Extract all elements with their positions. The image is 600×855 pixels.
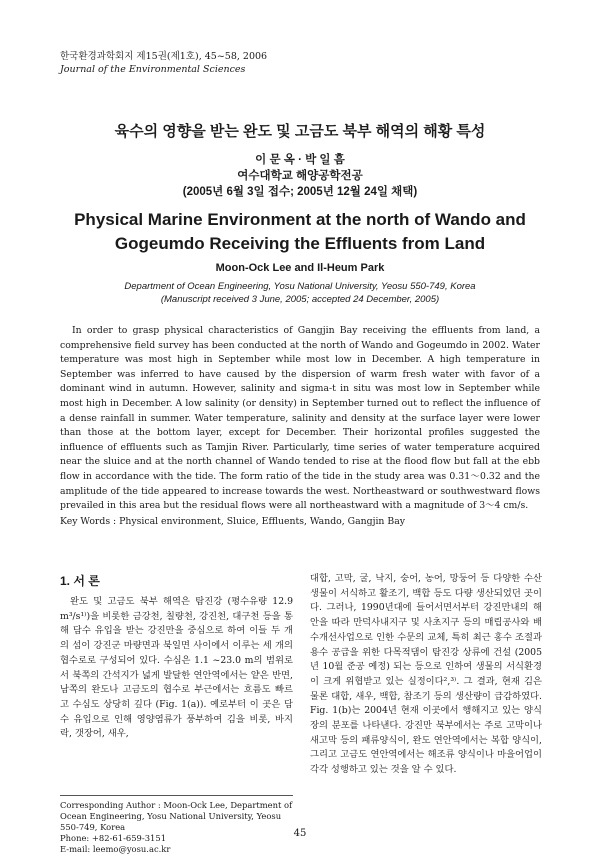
section-heading-introduction: 1. 서 론 [60, 574, 100, 588]
authors-ko: 이 문 옥 · 박 일 흠 [255, 154, 345, 166]
journal-citation-ko: 한국환경과학회지 제15권(제1호), 45~58, 2006 [60, 51, 268, 62]
journal-header [60, 50, 267, 76]
received-date-en: (Manuscript received 3 June, 2005; accepted 24 December, 2005) [160, 294, 440, 305]
author-block-ko [0, 152, 600, 200]
authors-en: Moon-Ock Lee and Il-Heum Park [215, 262, 385, 274]
corresponding-email: E-mail: leemo@yosu.ac.kr [60, 844, 171, 854]
author-info-en [0, 280, 600, 306]
abstract: In order to grasp physical characteristics of Gangjin Bay receiving the effluents from land, a comprehensive field survey has been conducted at the north of Wando and Gogeumdo in 2002. Water temperature was most high in September while most low in December. A high temperature in September was inferred to have caused by the dispersion of warm fresh water with favor of a dominant wind in autumn. However, salinity and sigma-t in situ was most low in September while most high in December. A low salinity (or density) in September turned out to reflect the influence of a dense rainfall in summer. Water temperature, salinity and density at the surface layer were lower than those at the bottom layer, except for December. Their horizontal profiles suggested the influence of effluents such as Tamjin River. Particularly, time series of water temperature acquired near the sluice and at the north channel of Wando tended to rise at the flood flow but fall at the ebb flow in accordance with the tide. The form ratio of the tide in the study area was 0.31～0.32 and the amplitude of the tide appeared to increase towards the west. Northeastward or southwestward flows prevailed in this area but the residual flows were all northeastward with a magnitude of 3～4 cm/s. [60, 325, 540, 512]
body-text-left: 완도 및 고금도 북부 해역은 탐진강 (평수유량 12.9 m³/s¹⁾)을 비롯한 금강천, 칠량천, 강진천, 대구천 등을 통해 담수 유입을 받는 강진만을 중심으로 하여 이들 두 개의 섬이 강진군 마량면과 북일면 사이에서 이루는 세 개의 협수로로 구성되어 있다. 수심은 1.1 ~23.0 m의 범위로서 북쪽의 간석지가 넓게 발달한 연안역에서는 얕은 반면, 남쪽의 완도나 고금도의 협수로 부근에서는 흐름도 빠르고 수심도 상당히 깊다 (Fig. 1(a)). 예로부터 이 곳은 담수 유입으로 인해 영양염류가 풍부하여 김을 비롯, 바지락, 갯장어, 새우, [60, 596, 293, 740]
received-date-ko: (2005년 6월 3일 접수; 2005년 12월 24일 채택) [182, 186, 418, 198]
corresponding-author: Corresponding Author : Moon-Ock Lee, Department of Ocean Engineering, Yosu National University, Yeosu 550-749, Korea [60, 800, 293, 832]
keywords: Key Words : Physical environment, Sluice, Effluents, Wando, Gangjin Bay [60, 516, 406, 527]
left-column [60, 572, 293, 742]
page-number: 45 [293, 828, 307, 839]
affiliation-en: Department of Ocean Engineering, Yosu National University, Yeosu 550-749, Korea [124, 281, 476, 292]
paper-title-ko: 육수의 영향을 받는 완도 및 고금도 북부 해역의 해황 특성 [114, 123, 486, 140]
journal-name-en: Journal of the Environmental Sciences [60, 64, 246, 75]
body-text-right: 대합, 고막, 굴, 낙지, 숭어, 농어, 망둥어 등 다양한 수산생물이 서식하고 활조기, 백합 등도 다량 생산되었던 곳이다. 그러나, 1990년대에 들어서면서부터 강진만내의 해안을 따라 만덕사내지구 및 사초지구 등의 매립공사와 배수개선사업으로 인한 수문의 교체, 특히 최근 홍수 조절과 용수 공급을 위한 다목적댐이 탐진강 상류에 건설 (2005년 10월 준공 예정) 되는 등으로 인하여 생물의 서식환경이 크게 위협받고 있는 실정이다²,³⁾. 그 결과, 현재 김은 물론 대합, 새우, 백합, 참조기 등의 생산량이 급감하였다. Fig. 1(b)는 2004년 현재 이곳에서 행해지고 있는 양식장의 분포를 나타낸다. 강진만 북부에서는 주로 고막이나 새고막 등의 패류양식이, 완도 연안역에서는 복합 양식이, 그리고 고금도 연안역에서는 해조류 양식이나 마을어업이 각각 성행하고 있는 것을 알 수 있다. [310, 573, 542, 776]
affiliation-ko: 여수대학교 해양공학전공 [237, 170, 363, 182]
paper-title-en [40, 208, 560, 256]
footnote-divider [60, 795, 293, 796]
paper-title-en-line2: Gogeumdo Receiving the Effluents from Land [114, 234, 486, 253]
corresponding-phone: Phone: +82-61-659-3151 [60, 833, 167, 843]
paper-title-en-line1: Physical Marine Environment at the north of Wando and [74, 210, 526, 229]
